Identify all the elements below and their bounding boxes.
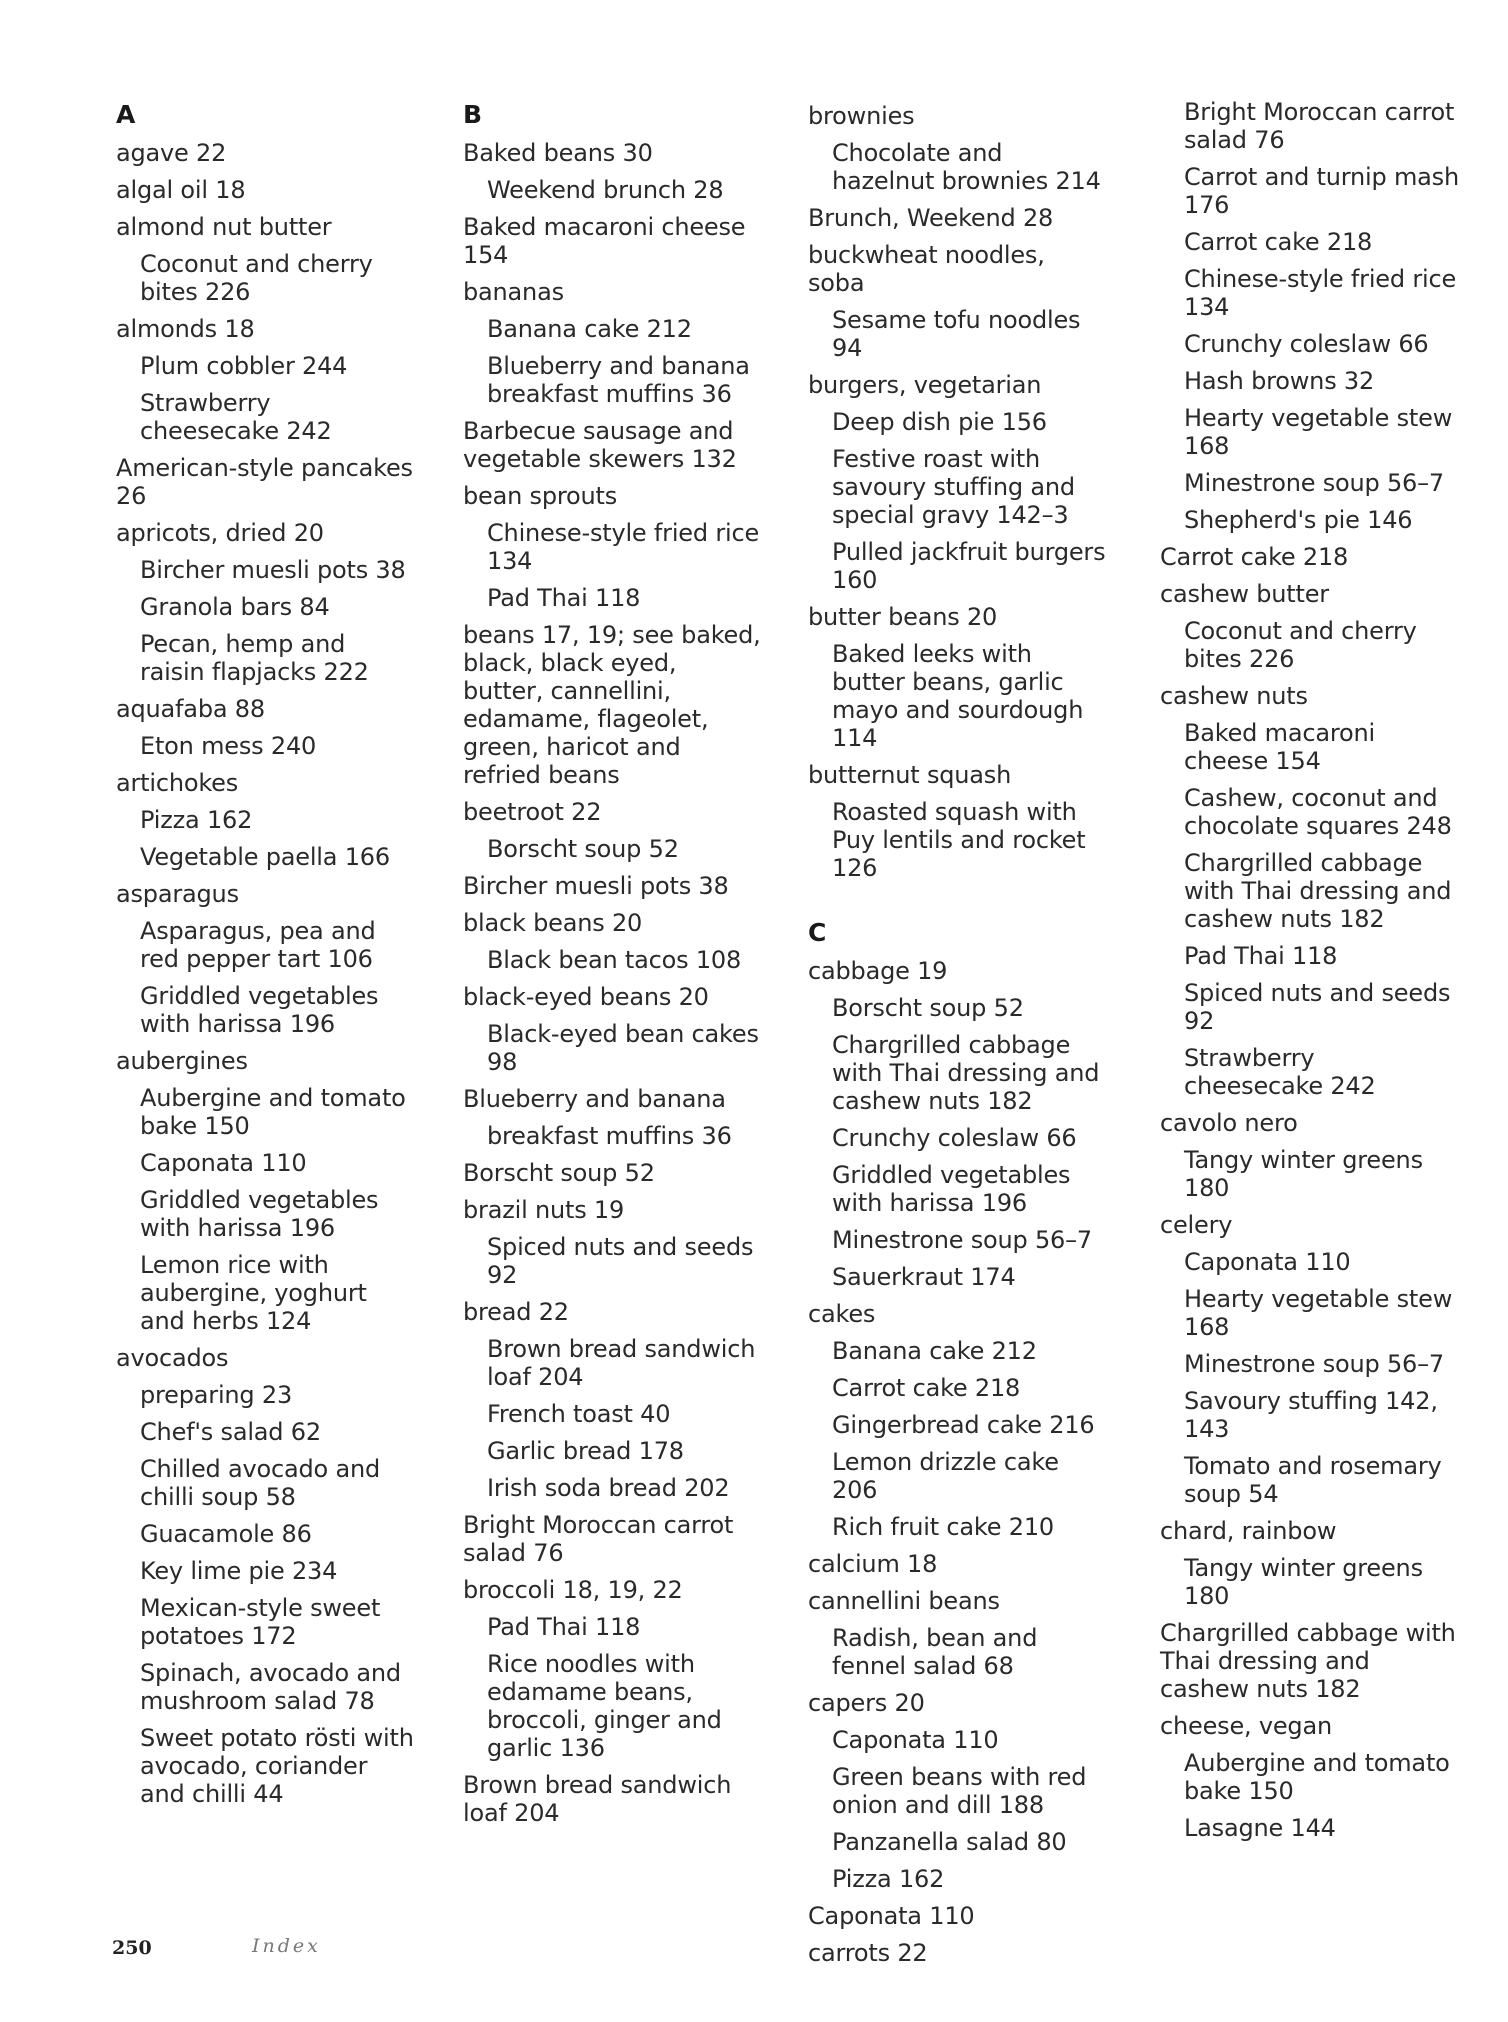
index-subentry: Chinese-style fried rice 134 xyxy=(1184,265,1457,321)
index-term: Bright Moroccan carrot salad 76 xyxy=(463,1511,734,1567)
index-entry xyxy=(808,1689,1108,1893)
index-term: butternut squash xyxy=(808,761,1012,789)
index-entry xyxy=(116,315,416,445)
index-column-1 xyxy=(116,100,416,1817)
index-subentry: Roasted squash with Puy lentils and rocket 126 xyxy=(832,798,1086,882)
index-subentry: Strawberry cheesecake 242 xyxy=(1184,1044,1376,1100)
index-subentry: Bircher muesli pots 38 xyxy=(140,556,406,584)
index-subentry: Plum cobbler 244 xyxy=(140,352,348,380)
index-entry xyxy=(463,213,763,269)
index-column-3 xyxy=(808,102,1108,1976)
index-term: cavolo nero xyxy=(1160,1109,1298,1137)
index-subentry: Carrot cake 218 xyxy=(1184,228,1373,256)
index-term: American-style pancakes 26 xyxy=(116,454,413,510)
index-subentry: Spiced nuts and seeds 92 xyxy=(1184,979,1451,1035)
index-entry xyxy=(808,102,1108,195)
index-entry xyxy=(116,213,416,306)
index-subentry: Coconut and cherry bites 226 xyxy=(140,250,373,306)
index-term: Baked beans 30 xyxy=(463,139,653,167)
index-entry xyxy=(1160,1211,1460,1508)
index-term: chard, rainbow xyxy=(1160,1517,1337,1545)
index-term: broccoli 18, 19, 22 xyxy=(463,1576,683,1604)
index-subentry: Chargrilled cabbage with Thai dressing and cashew nuts 182 xyxy=(1184,849,1452,933)
index-term: apricots, dried 20 xyxy=(116,519,324,547)
index-term: beetroot 22 xyxy=(463,798,602,826)
index-entry xyxy=(463,1771,763,1827)
index-term: Brunch, Weekend 28 xyxy=(808,204,1054,232)
index-subentry: Banana cake 212 xyxy=(487,315,692,343)
index-subentry: Spinach, avocado and mushroom salad 78 xyxy=(140,1659,401,1715)
index-term: aquafaba 88 xyxy=(116,695,265,723)
index-entry xyxy=(463,1196,763,1289)
index-entry xyxy=(1160,543,1460,571)
index-entry xyxy=(116,1344,416,1808)
index-subentry: Baked macaroni cheese 154 xyxy=(1184,719,1375,775)
index-subentry: Blueberry and banana breakfast muffins 36 xyxy=(487,352,750,408)
index-subentry: Eton mess 240 xyxy=(140,732,317,760)
index-subentry: Pecan, hemp and raisin flapjacks 222 xyxy=(140,630,369,686)
index-entry xyxy=(463,1511,763,1567)
index-subentry: Banana cake 212 xyxy=(832,1337,1037,1365)
index-term: bean sprouts xyxy=(463,482,618,510)
index-term: almond nut butter xyxy=(116,213,332,241)
index-term: cannellini beans xyxy=(808,1587,1000,1615)
index-subentry: Brown bread sandwich loaf 204 xyxy=(487,1335,756,1391)
index-term: agave 22 xyxy=(116,139,227,167)
index-term: Blueberry and banana xyxy=(463,1085,726,1113)
index-subentry: Tangy winter greens 180 xyxy=(1184,1554,1423,1610)
index-entry xyxy=(463,621,763,789)
index-entry xyxy=(808,957,1108,1291)
page-footer xyxy=(112,1935,321,1959)
index-subentry: Pad Thai 118 xyxy=(487,1613,641,1641)
index-subentry: Chocolate and hazelnut brownies 214 xyxy=(832,139,1101,195)
index-entry xyxy=(808,371,1108,594)
index-subentry: Panzanella salad 80 xyxy=(832,1828,1067,1856)
index-subentry: Mexican-style sweet potatoes 172 xyxy=(140,1594,381,1650)
index-entry xyxy=(808,1300,1108,1541)
index-subentry: Chilled avocado and chilli soup 58 xyxy=(140,1455,380,1511)
index-term: artichokes xyxy=(116,769,239,797)
index-entry xyxy=(1160,682,1460,1100)
index-subentry: Hearty vegetable stew 168 xyxy=(1184,1285,1453,1341)
index-subentry: Aubergine and tomato bake 150 xyxy=(140,1084,406,1140)
index-entry xyxy=(116,454,416,510)
page-number: 250 xyxy=(112,1937,152,1959)
index-subentry: Asparagus, pea and red pepper tart 106 xyxy=(140,917,376,973)
index-subentry: Hash browns 32 xyxy=(1184,367,1375,395)
index-term: Brown bread sandwich loaf 204 xyxy=(463,1771,732,1827)
index-term: cashew nuts xyxy=(1160,682,1308,710)
index-term: avocados xyxy=(116,1344,229,1372)
index-term: bananas xyxy=(463,278,564,306)
index-subentry: Lasagne 144 xyxy=(1184,1814,1336,1842)
index-subentry: Caponata 110 xyxy=(140,1149,307,1177)
index-subentry: Spiced nuts and seeds 92 xyxy=(487,1233,754,1289)
index-subentry: Carrot and turnip mash 176 xyxy=(1184,163,1459,219)
index-subentry: Green beans with red onion and dill 188 xyxy=(832,1763,1087,1819)
index-entry xyxy=(808,241,1108,362)
index-subentry: Griddled vegetables with harissa 196 xyxy=(140,1186,379,1242)
index-entry xyxy=(1160,1517,1460,1610)
index-column-4 xyxy=(1160,98,1460,1851)
index-term: cabbage 19 xyxy=(808,957,948,985)
index-subentry: Rich fruit cake 210 xyxy=(832,1513,1054,1541)
index-entry xyxy=(463,872,763,900)
index-subentry: Aubergine and tomato bake 150 xyxy=(1184,1749,1450,1805)
index-subentry: Garlic bread 178 xyxy=(487,1437,684,1465)
index-entry xyxy=(463,1576,763,1762)
index-entry xyxy=(116,176,416,204)
index-entry xyxy=(1160,580,1460,673)
index-term: Baked macaroni cheese 154 xyxy=(463,213,746,269)
index-entry xyxy=(463,1298,763,1502)
index-subentry: Caponata 110 xyxy=(832,1726,999,1754)
index-subentry: preparing 23 xyxy=(140,1381,293,1409)
index-subentry: Radish, bean and fennel salad 68 xyxy=(832,1624,1038,1680)
index-entry xyxy=(808,204,1108,232)
index-subentry: Borscht soup 52 xyxy=(487,835,679,863)
index-term: algal oil 18 xyxy=(116,176,246,204)
section-letter-a: A xyxy=(116,100,136,129)
index-subentry: Sesame tofu noodles 94 xyxy=(832,306,1081,362)
section-letter-b: B xyxy=(463,100,483,129)
index-subentry: Crunchy coleslaw 66 xyxy=(832,1124,1077,1152)
index-entry xyxy=(808,761,1108,882)
index-subentry: Griddled vegetables with harissa 196 xyxy=(832,1161,1071,1217)
index-subentry: Chargrilled cabbage with Thai dressing and cashew nuts 182 xyxy=(832,1031,1100,1115)
index-subentry: Vegetable paella 166 xyxy=(140,843,390,871)
index-entry xyxy=(463,482,763,612)
index-entry xyxy=(1160,98,1460,534)
index-entry xyxy=(808,1939,1108,1967)
index-term: asparagus xyxy=(116,880,239,908)
index-subentry: Shepherd's pie 146 xyxy=(1184,506,1413,534)
index-entry xyxy=(463,417,763,473)
index-term: black-eyed beans 20 xyxy=(463,983,709,1011)
index-subentry: Minestrone soup 56–7 xyxy=(1184,1350,1444,1378)
index-subentry: Chef's salad 62 xyxy=(140,1418,321,1446)
index-term: calcium 18 xyxy=(808,1550,938,1578)
index-entry xyxy=(116,1047,416,1335)
index-subentry: Pizza 162 xyxy=(832,1865,945,1893)
index-subentry: Deep dish pie 156 xyxy=(832,408,1047,436)
index-subentry: Coconut and cherry bites 226 xyxy=(1184,617,1417,673)
index-entry xyxy=(808,1902,1108,1930)
index-subentry: Cashew, coconut and chocolate squares 248 xyxy=(1184,784,1452,840)
index-subentry: Pad Thai 118 xyxy=(1184,942,1338,970)
index-entry xyxy=(116,139,416,167)
index-entry xyxy=(116,769,416,871)
index-entry xyxy=(463,909,763,974)
index-column-2 xyxy=(463,100,763,1836)
index-subentry: Festive roast with savoury stuffing and special gravy 142–3 xyxy=(832,445,1075,529)
index-subentry: Tomato and rosemary soup 54 xyxy=(1184,1452,1442,1508)
index-subentry: Black-eyed bean cakes 98 xyxy=(487,1020,759,1076)
index-subentry: Pad Thai 118 xyxy=(487,584,641,612)
index-entry xyxy=(116,519,416,686)
index-term: cashew butter xyxy=(1160,580,1329,608)
index-entry xyxy=(1160,1619,1460,1703)
index-term: cakes xyxy=(808,1300,876,1328)
index-entry xyxy=(463,983,763,1076)
index-subentry: Caponata 110 xyxy=(1184,1248,1351,1276)
index-subentry: Irish soda bread 202 xyxy=(487,1474,730,1502)
section-letter-c: C xyxy=(808,918,827,947)
index-subentry: French toast 40 xyxy=(487,1400,671,1428)
index-term: Carrot cake 218 xyxy=(1160,543,1349,571)
index-term: burgers, vegetarian xyxy=(808,371,1042,399)
index-entry xyxy=(1160,1712,1460,1842)
index-subentry: Baked leeks with butter beans, garlic mayo and sourdough 114 xyxy=(832,640,1084,752)
index-subentry: Borscht soup 52 xyxy=(832,994,1024,1022)
index-term: aubergines xyxy=(116,1047,248,1075)
index-entry xyxy=(116,695,416,760)
index-entry xyxy=(116,880,416,1038)
index-subentry: Crunchy coleslaw 66 xyxy=(1184,330,1429,358)
index-subentry: Granola bars 84 xyxy=(140,593,330,621)
index-term: Bircher muesli pots 38 xyxy=(463,872,729,900)
index-subentry: Minestrone soup 56–7 xyxy=(832,1226,1092,1254)
index-subentry: Lemon rice with aubergine, yoghurt and herbs 124 xyxy=(140,1251,367,1335)
index-term: celery xyxy=(1160,1211,1233,1239)
index-entry xyxy=(463,278,763,408)
index-term: brazil nuts 19 xyxy=(463,1196,625,1224)
index-subentry: Lemon drizzle cake 206 xyxy=(832,1448,1059,1504)
index-subentry: Pulled jackfruit burgers 160 xyxy=(832,538,1106,594)
index-subentry: Griddled vegetables with harissa 196 xyxy=(140,982,379,1038)
index-term: almonds 18 xyxy=(116,315,255,343)
index-term: cheese, vegan xyxy=(1160,1712,1332,1740)
index-entry xyxy=(463,798,763,863)
index-term: beans 17, 19; see baked, black, black eyed, butter, cannellini, edamame, flageolet, green, haricot and refried beans xyxy=(463,621,761,789)
index-term: buckwheat noodles, soba xyxy=(808,241,1045,297)
index-subentry: Weekend brunch 28 xyxy=(487,176,724,204)
section-label: Index xyxy=(252,1935,321,1957)
index-subentry: Tangy winter greens 180 xyxy=(1184,1146,1423,1202)
index-term: Borscht soup 52 xyxy=(463,1159,655,1187)
index-entry xyxy=(808,603,1108,752)
index-term: Chargrilled cabbage with Thai dressing and cashew nuts 182 xyxy=(1160,1619,1456,1703)
index-term: black beans 20 xyxy=(463,909,643,937)
index-subentry: Chinese-style fried rice 134 xyxy=(487,519,760,575)
index-subentry: Hearty vegetable stew 168 xyxy=(1184,404,1453,460)
index-subentry: breakfast muffins 36 xyxy=(487,1122,732,1150)
index-entry xyxy=(1160,1109,1460,1202)
index-subentry: Key lime pie 234 xyxy=(140,1557,338,1585)
index-subentry: Bright Moroccan carrot salad 76 xyxy=(1184,98,1455,154)
index-subentry: Sweet potato rösti with avocado, coriander and chilli 44 xyxy=(140,1724,414,1808)
index-term: brownies xyxy=(808,102,915,130)
index-term: carrots 22 xyxy=(808,1939,928,1967)
index-term: bread 22 xyxy=(463,1298,569,1326)
index-subentry: Minestrone soup 56–7 xyxy=(1184,469,1444,497)
index-entry xyxy=(463,1085,763,1150)
index-term: butter beans 20 xyxy=(808,603,998,631)
index-term: capers 20 xyxy=(808,1689,925,1717)
index-term: Caponata 110 xyxy=(808,1902,975,1930)
index-subentry: Guacamole 86 xyxy=(140,1520,312,1548)
index-entry xyxy=(808,1550,1108,1578)
index-subentry: Black bean tacos 108 xyxy=(487,946,742,974)
index-subentry: Strawberry cheesecake 242 xyxy=(140,389,332,445)
index-entry xyxy=(808,1587,1108,1680)
index-subentry: Rice noodles with edamame beans, broccoli, ginger and garlic 136 xyxy=(487,1650,722,1762)
index-subentry: Gingerbread cake 216 xyxy=(832,1411,1095,1439)
index-subentry: Carrot cake 218 xyxy=(832,1374,1021,1402)
index-entry xyxy=(463,1159,763,1187)
index-subentry: Pizza 162 xyxy=(140,806,253,834)
index-term: Barbecue sausage and vegetable skewers 132 xyxy=(463,417,737,473)
index-subentry: Savoury stuffing 142, 143 xyxy=(1184,1387,1438,1443)
index-subentry: Sauerkraut 174 xyxy=(832,1263,1016,1291)
index-entry xyxy=(463,139,763,204)
